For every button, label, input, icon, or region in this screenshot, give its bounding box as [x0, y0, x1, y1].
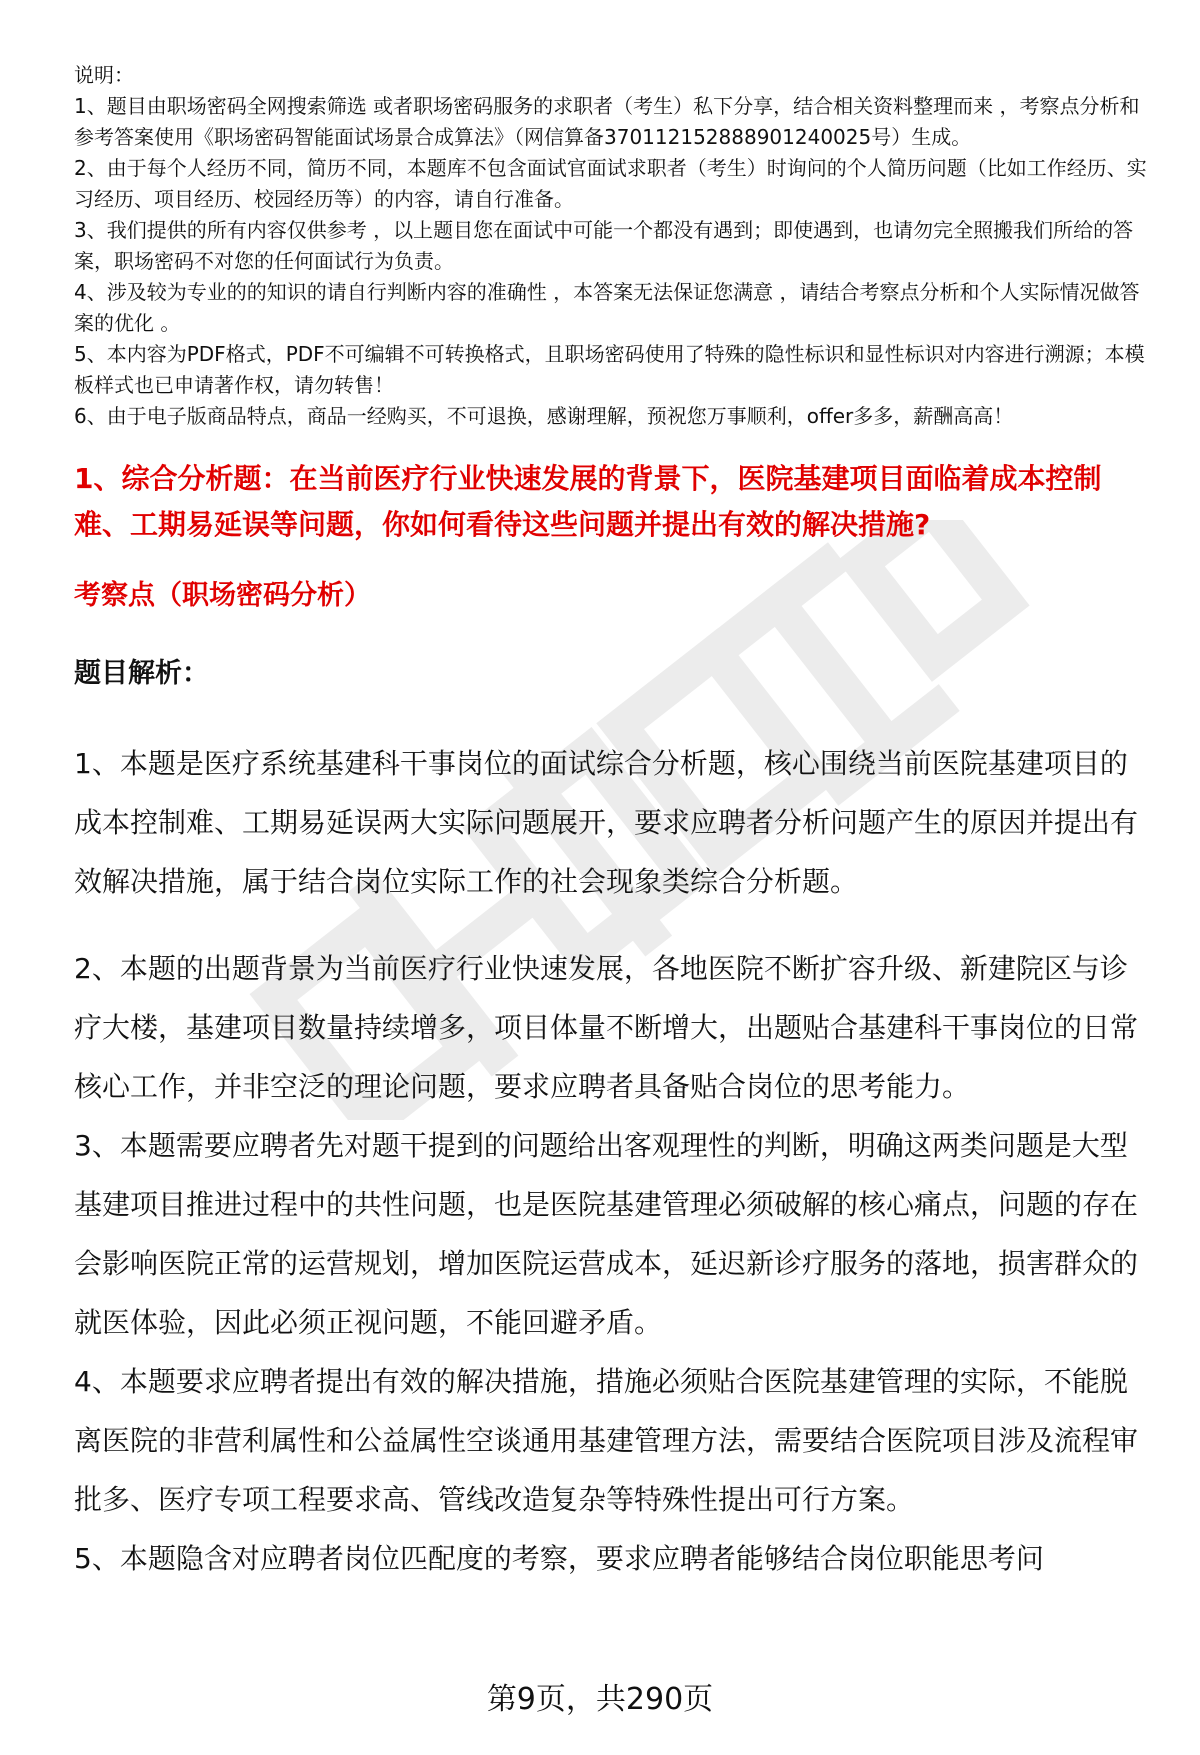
page-number-footer: 第9页，共290页 [486, 1682, 714, 1717]
analysis-paragraph: 2、本题的出题背景为当前医疗行业快速发展，各地医院不断扩容升级、新建院区与诊疗大楼，基建项目数量持续增多，项目体量不断增大，出题贴合基建科干事岗位的日常核心工作，并非空泛的理论问题，要求应聘者具备贴合岗位的思考能力。 [74, 952, 1139, 1103]
analysis-paragraph: 3、本题需要应聘者先对题干提到的问题给出客观理性的判断，明确这两类问题是大型基建项目推进过程中的共性问题，也是医院基建管理必须破解的核心痛点，问题的存在会影响医院正常的运营规划，增加医院运营成本，延迟新诊疗服务的落地，损害群众的就医体验，因此必须正视问题，不能回避矛盾。 [74, 1129, 1139, 1339]
notes-item: 1、题目由职场密码全网搜索筛选 或者职场密码服务的求职者（考生）私下分享，结合相关资料整理而来 ，考察点分析和参考答案使用《职场密码智能面试场景合成算法》（网信算备370112152888901240025号）生成。 [74, 94, 1140, 149]
analysis-paragraph: 1、本题是医疗系统基建科干事岗位的面试综合分析题，核心围绕当前医院基建项目的成本控制难、工期易延误两大实际问题展开，要求应聘者分析问题产生的原因并提出有效解决措施，属于结合岗位实际工作的社会现象类综合分析题。 [74, 747, 1139, 898]
question-title: 1、综合分析题：在当前医疗行业快速发展的背景下，医院基建项目面临着成本控制难、工期易延误等问题，你如何看待这些问题并提出有效的解决措施? [74, 462, 1102, 541]
page-content [74, 60, 1154, 1588]
notes-item: 6、由于电子版商品特点，商品一经购买，不可退换，感谢理解，预祝您万事顺利，offer多多，薪酬高高！ [74, 404, 1014, 428]
analysis-paragraph: 4、本题要求应聘者提出有效的解决措施，措施必须贴合医院基建管理的实际，不能脱离医院的非营利属性和公益属性空谈通用基建管理方法，需要结合医院项目涉及流程审批多、医疗专项工程要求高、管线改造复杂等特殊性提出可行方案。 [74, 1365, 1139, 1516]
analysis-heading: 题目解析： [74, 658, 209, 689]
notes-item: 3、我们提供的所有内容仅供参考 ，以上题目您在面试中可能一个都没有遇到；即使遇到，也请勿完全照搬我们所给的答案，职场密码不对您的任何面试行为负责。 [74, 218, 1134, 273]
notes-item: 2、由于每个人经历不同，简历不同，本题库不包含面试官面试求职者（考生）时询问的个人简历问题（比如工作经历、实习经历、项目经历、校园经历等）的内容，请自行准备。 [74, 156, 1147, 211]
analysis-section [74, 734, 1154, 1588]
kaocha-heading: 考察点（职场密码分析） [74, 580, 371, 611]
notes-section [74, 60, 1154, 432]
notes-item: 4、涉及较为专业的的知识的请自行判断内容的准确性 ，本答案无法保证您满意 ，请结合考察点分析和个人实际情况做答案的优化 。 [74, 280, 1140, 335]
notes-heading: 说明： [74, 63, 134, 87]
notes-item: 5、本内容为PDF格式，PDF不可编辑不可转换格式，且职场密码使用了特殊的隐性标识和显性标识对内容进行溯源；本模板样式也已申请著作权，请勿转售！ [74, 342, 1145, 397]
analysis-paragraph: 5、本题隐含对应聘者岗位匹配度的考察，要求应聘者能够结合岗位职能思考问 [74, 1542, 1044, 1575]
